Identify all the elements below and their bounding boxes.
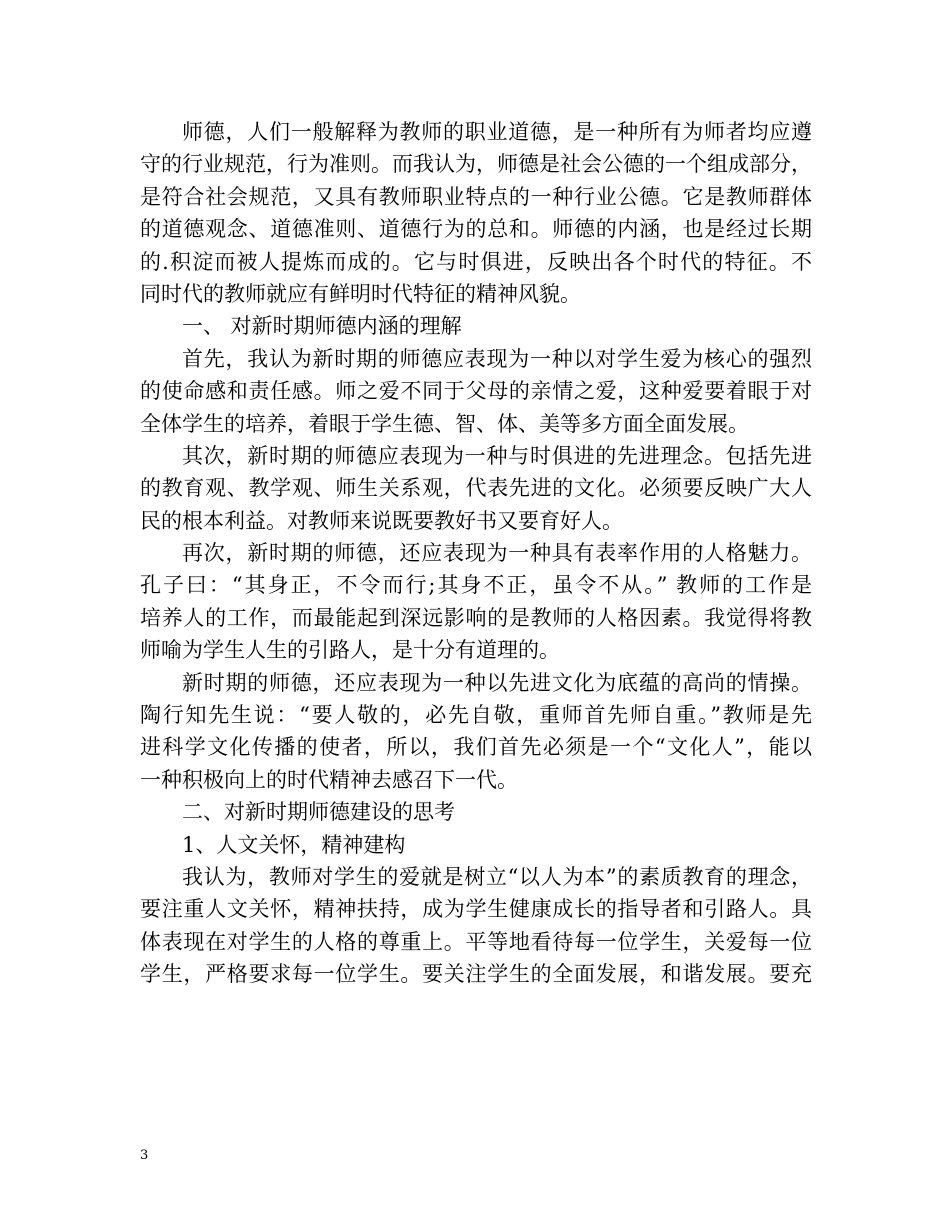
- text-line: 全体学生的培养，着眼于学生德、智、体、美等多方面全面发展。: [140, 411, 749, 436]
- text-line: 民的根本利益。对教师来说既要教好书又要育好人。: [140, 508, 623, 533]
- document-body: [140, 116, 812, 991]
- text-line: 守的行业规范，行为准则。而我认为，师德是社会公德的一个组成部分，: [140, 152, 812, 177]
- text-line: 的使命感和责任感。师之爱不同于父母的亲情之爱，这种爱要着眼于对: [140, 379, 812, 404]
- text-line: 体表现在对学生的人格的尊重上。平等地看待每一位学生，关爱每一位: [140, 929, 812, 954]
- text-line: 一、 对新时期师德内涵的理解: [182, 314, 462, 339]
- text-line: 陶行知先生说：“要人敬的，必先自敬，重师首先师自重。”教师是先: [140, 703, 812, 728]
- text-line: 其次，新时期的师德应表现为一种与时俱进的先进理念。包括先进: [182, 443, 812, 468]
- text-line: 新时期的师德，还应表现为一种以先进文化为底蕴的高尚的情操。: [182, 670, 812, 695]
- text-line: 我认为，教师对学生的爱就是树立“以人为本”的素质教育的理念，: [182, 864, 812, 889]
- text-line: 培养人的工作，而最能起到深远影响的是教师的人格因素。我觉得将教: [140, 605, 812, 630]
- text-line: 师德，人们一般解释为教师的职业道德，是一种所有为师者均应遵: [182, 120, 812, 144]
- text-line: 进科学文化传播的使者，所以，我们首先必须是一个“文化人”，能以: [140, 735, 812, 760]
- text-line: 同时代的教师就应有鲜明时代特征的精神风貌。: [140, 281, 581, 306]
- text-line: 首先，我认为新时期的师德应表现为一种以对学生爱为核心的强烈: [182, 346, 812, 371]
- text-line: 学生，严格要求每一位学生。要关注学生的全面发展，和谐发展。要充: [140, 962, 812, 987]
- text-line: 的教育观、教学观、师生关系观，代表先进的文化。必须要反映广大人: [140, 476, 812, 501]
- text-line: 是符合社会规范，又具有教师职业特点的一种行业公德。它是教师群体: [140, 184, 812, 209]
- text-line: 孔子曰：“其身正，不令而行;其身不正，虽令不从。” 教师的工作是: [140, 573, 812, 598]
- text-line: 师喻为学生人生的引路人，是十分有道理的。: [140, 638, 560, 663]
- page-number: 3: [140, 1148, 149, 1163]
- text-line: 再次，新时期的师德，还应表现为一种具有表率作用的人格魅力。: [182, 541, 812, 566]
- text-line: 的.积淀而被人提炼而成的。它与时俱进，反映出各个时代的特征。不: [140, 249, 812, 274]
- text-line: 二、对新时期师德建设的思考: [182, 800, 455, 825]
- text-line: 的道德观念、道德准则、道德行为的总和。师德的内涵，也是经过长期: [140, 217, 812, 242]
- text-line: 一种积极向上的时代精神去感召下一代。: [140, 767, 518, 792]
- text-line: 1、人文关怀，精神建构: [182, 832, 406, 857]
- text-line: 要注重人文关怀，精神扶持，成为学生健康成长的指导者和引路人。具: [140, 897, 812, 922]
